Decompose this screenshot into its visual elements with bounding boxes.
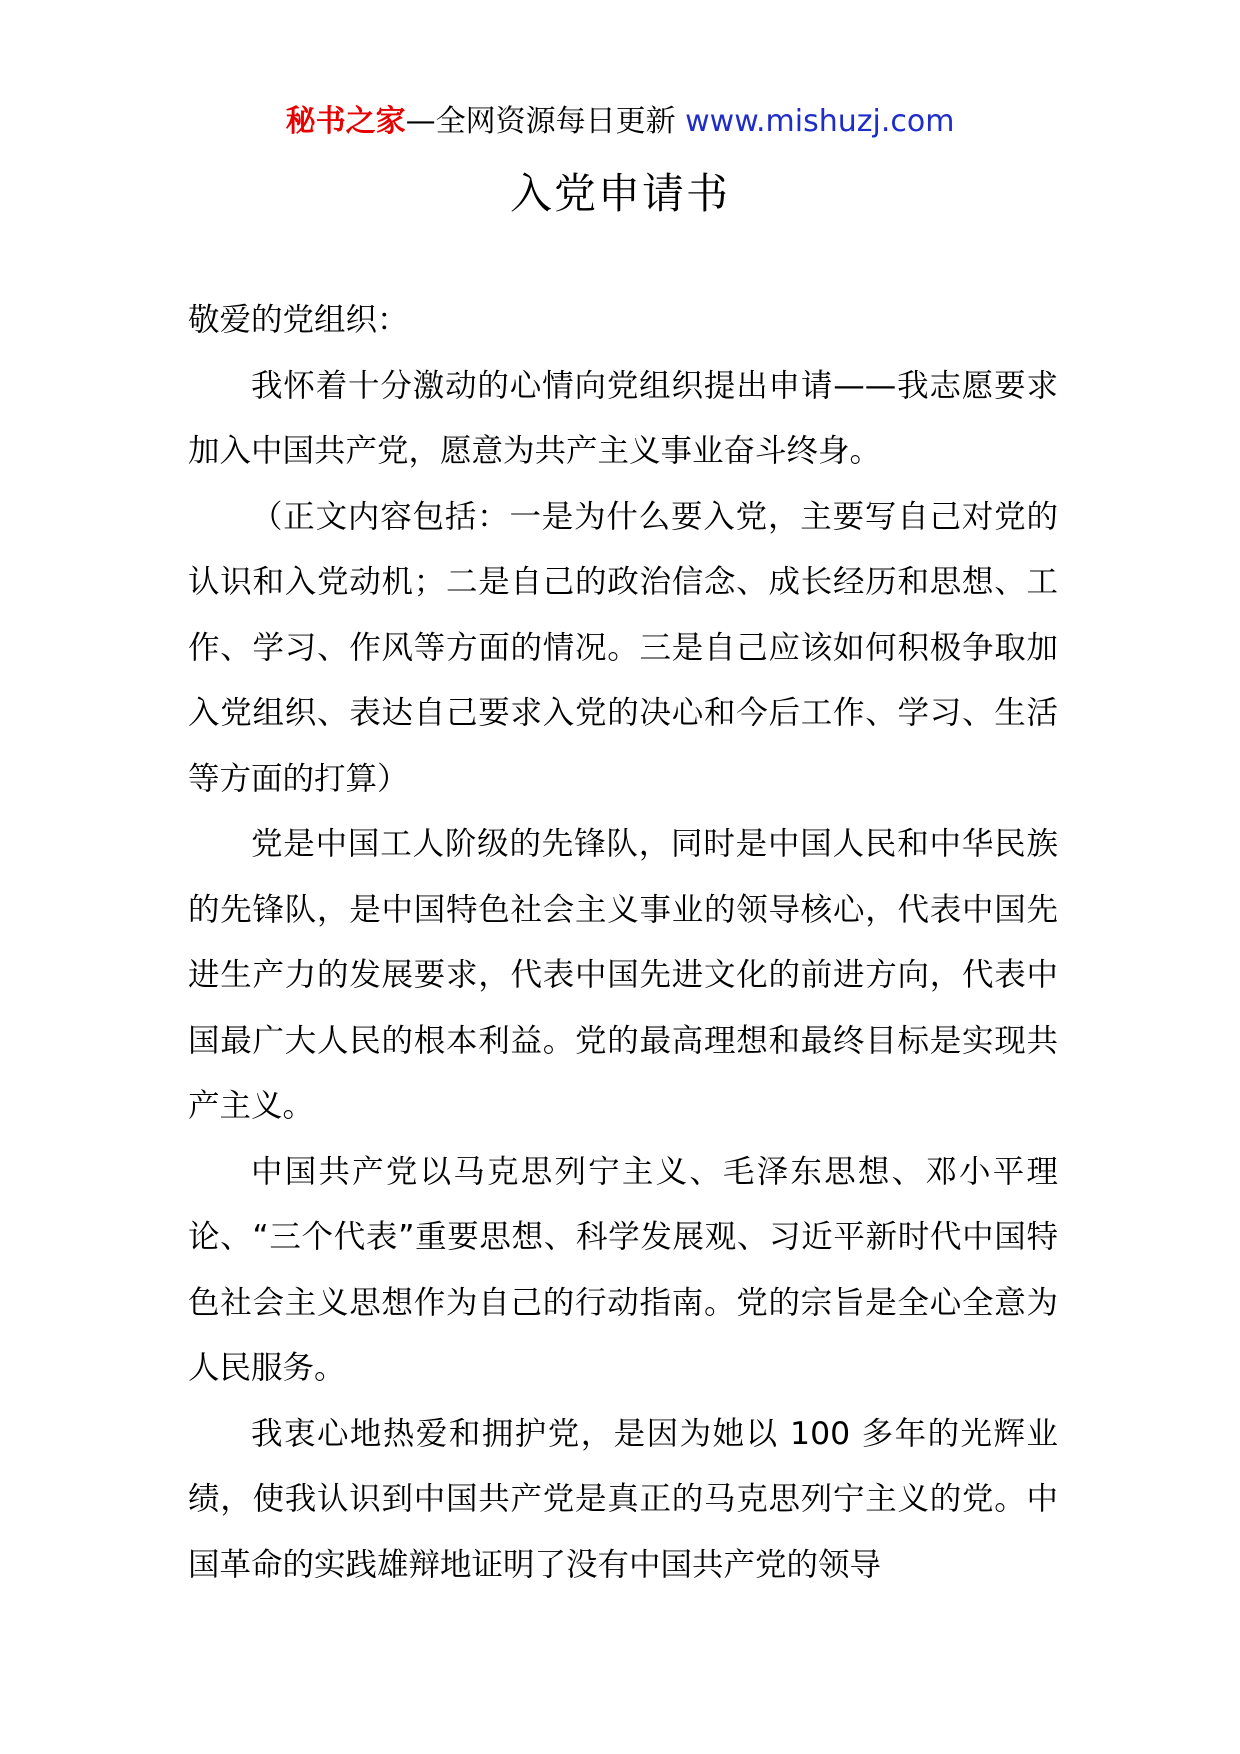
site-header (0, 100, 1240, 144)
document-body (188, 288, 1058, 1598)
paragraph-3: 党是中国工人阶级的先锋队，同时是中国人民和中华民族的先锋队，是中国特色社会主义事业的领导核心，代表中国先进生产力的发展要求，代表中国先进文化的前进方向，代表中国最广大人民的根本利益。党的最高理想和最终目标是实现共产主义。 (188, 826, 1058, 1124)
salutation: 敬爱的党组织： (188, 302, 409, 338)
paragraph-2: （正文内容包括：一是为什么要入党，主要写自己对党的认识和入党动机；二是自己的政治信念、成长经历和思想、工作、学习、作风等方面的情况。三是自己应该如何积极争取加入党组织、表达自己要求入党的决心和今后工作、学习、生活等方面的打算） (188, 498, 1058, 797)
document-title: 入党申请书 (509, 169, 730, 218)
site-tagline: —全网资源每日更新 (405, 104, 676, 139)
paragraph-1: 我怀着十分激动的心情向党组织提出申请——我志愿要求加入中国共产党，愿意为共产主义事业奋斗终身。 (188, 367, 1058, 469)
brand-name: 秘书之家 (285, 104, 406, 139)
site-url[interactable]: www.mishuzj.com (685, 104, 955, 139)
paragraph-5: 我衷心地热爱和拥护党，是因为她以 100 多年的光辉业绩，使我认识到中国共产党是真正的马克思列宁主义的党。中国革命的实践雄辩地证明了没有中国共产党的领导 (188, 1415, 1058, 1583)
paragraph-4: 中国共产党以马克思列宁主义、毛泽东思想、邓小平理论、“三个代表”重要思想、科学发展观、习近平新时代中国特色社会主义思想作为自己的行动指南。党的宗旨是全心全意为人民服务。 (188, 1153, 1058, 1386)
